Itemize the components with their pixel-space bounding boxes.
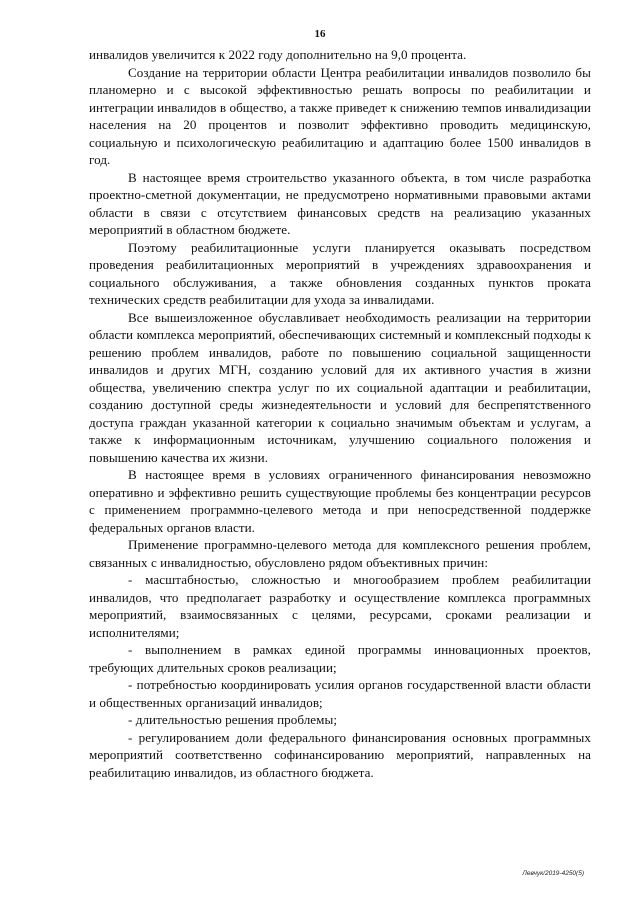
list-item: - потребностью координировать усилия органов государственной власти области и общественных организаций инвалидов;: [89, 677, 591, 710]
document-footer-code: Левчук/2019-4250(5): [522, 870, 584, 877]
list-item: - масштабностью, сложностью и многообразием проблем реабилитации инвалидов, что предполагает разработку и осуществление комплекса программных мероприятий, взаимосвязанных с целями, ресурсами, сроками реализации и исполнителями;: [89, 572, 591, 640]
list-item: - длительностью решения проблемы;: [128, 712, 338, 727]
document-body: [89, 46, 591, 781]
paragraph: В настоящее время строительство указанного объекта, в том числе разработка проектно-сметной документации, не предусмотрено нормативными правовыми актами области в связи с отсутствием финансовых средств на реализацию указанных мероприятий в областном бюджете.: [89, 169, 591, 237]
paragraph: Применение программно-целевого метода для комплексного решения проблем, связанных с инвалидностью, обусловлено рядом объективных причин:: [89, 537, 591, 570]
paragraph: Все вышеизложенное обуславливает необходимость реализации на территории области комплекса мероприятий, обеспечивающих системный и комплексный подходы к решению проблем инвалидов, работе по повышению социальной защищенности инвалидов и других МГН, созданию условий для их активного участия в жизни общества, увеличению спектра услуг по их социальной адаптации и реабилитации, созданию доступной среды жизнедеятельности и условий для беспрепятственного доступа граждан указанной категории к социально значимым объектам и услугам, а также к информационным источникам, улучшению социального положения и повышению качества их жизни.: [89, 309, 591, 465]
page-number: 16: [314, 28, 326, 40]
paragraph: Создание на территории области Центра реабилитации инвалидов позволило бы планомерно и с высокой эффективностью решать вопросы по реабилитации и интеграции инвалидов в общество, а также приведет к снижению темпов инвалидизации населения на 20 процентов и позволит эффективно проводить медицинскую, социальную и психологическую реабилитацию и адаптацию более 1500 инвалидов в год.: [89, 64, 591, 167]
paragraph: В настоящее время в условиях ограниченного финансирования невозможно оперативно и эффективно решить существующие проблемы без концентрации ресурсов с применением программно-целевого метода и при непосредственной поддержке федеральных органов власти.: [89, 467, 591, 535]
paragraph: инвалидов увеличится к 2022 году дополнительно на 9,0 процента.: [89, 47, 467, 62]
paragraph: Поэтому реабилитационные услуги планируется оказывать посредством проведения реабилитационных мероприятий в учреждениях здравоохранения и социального обслуживания, а также обновления созданных пунктов проката технических средств реабилитации для ухода за инвалидами.: [89, 239, 591, 307]
list-item: - выполнением в рамках единой программы инновационных проектов, требующих длительных сроков реализации;: [89, 642, 591, 675]
list-item: - регулированием доли федерального финансирования основных программных мероприятий соответственно софинансированию мероприятий, направленных на реабилитацию инвалидов, из областного бюджета.: [89, 729, 591, 780]
